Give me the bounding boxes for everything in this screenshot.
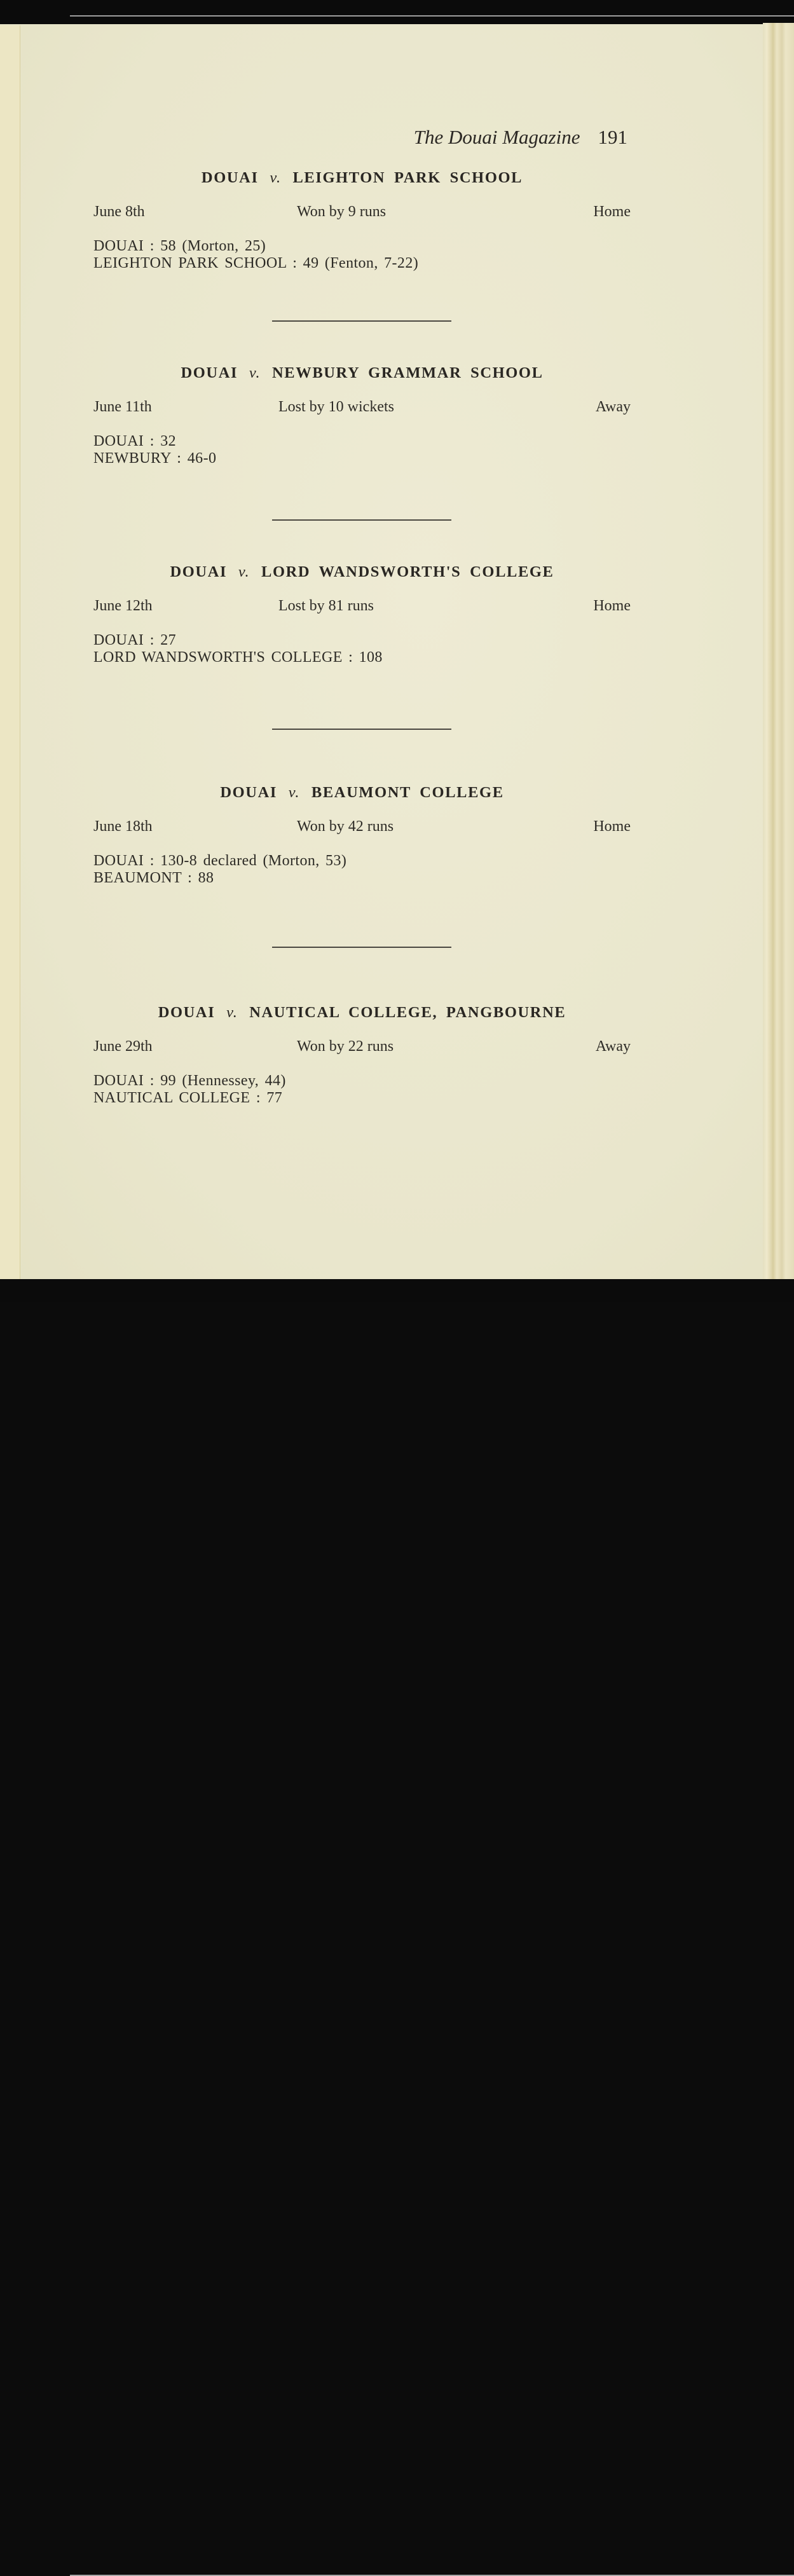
running-header	[414, 126, 627, 149]
match-venue: Home	[593, 598, 631, 614]
match-result: Lost by 81 runs	[278, 598, 374, 614]
versus: v.	[270, 169, 282, 186]
score-line: NEWBURY : 46-0	[93, 450, 217, 467]
match-info-row	[93, 818, 631, 837]
page-fore-edge	[763, 23, 794, 1280]
opponent: NAUTICAL COLLEGE, PANGBOURNE	[249, 1004, 566, 1021]
score-line: DOUAI : 27	[93, 632, 176, 648]
score-line: NAUTICAL COLLEGE : 77	[93, 1090, 283, 1106]
home-team: DOUAI	[220, 784, 278, 801]
match-title	[93, 364, 631, 382]
versus: v.	[226, 1004, 238, 1021]
match-title	[93, 1004, 631, 1022]
page-number: 191	[598, 126, 627, 148]
section-divider	[272, 320, 451, 322]
match-venue: Home	[593, 818, 631, 835]
match-result: Won by 9 runs	[297, 203, 387, 220]
binding-bottom	[0, 1279, 794, 1302]
home-team: DOUAI	[181, 364, 238, 381]
match-result: Won by 22 runs	[297, 1038, 394, 1055]
match-date: June 29th	[93, 1038, 153, 1055]
match-date: June 12th	[93, 598, 153, 614]
opponent: LEIGHTON PARK SCHOOL	[292, 169, 523, 186]
versus: v.	[288, 784, 301, 801]
match-info-row	[93, 203, 631, 223]
versus: v.	[238, 563, 250, 580]
match-info-row	[93, 399, 631, 418]
match-info-row	[93, 598, 631, 617]
match-title	[93, 563, 631, 581]
score-line: DOUAI : 99 (Hennessey, 44)	[93, 1072, 286, 1089]
opponent: BEAUMONT COLLEGE	[311, 784, 504, 801]
score-line: LEIGHTON PARK SCHOOL : 49 (Fenton, 7-22)	[93, 255, 419, 271]
versus: v.	[249, 364, 261, 381]
match-date: June 11th	[93, 399, 152, 415]
score-line: LORD WANDSWORTH'S COLLEGE : 108	[93, 649, 383, 666]
match-title	[93, 784, 631, 802]
magazine-title: The Douai Magazine	[413, 126, 580, 148]
section-divider	[272, 947, 451, 948]
score-line: DOUAI : 130-8 declared (Morton, 53)	[93, 853, 347, 869]
match-info-row	[93, 1038, 631, 1057]
score-line: DOUAI : 32	[93, 433, 176, 449]
section-divider	[272, 519, 451, 521]
page-gutter	[0, 25, 20, 1279]
match-result: Lost by 10 wickets	[278, 399, 394, 415]
home-team: DOUAI	[201, 169, 259, 186]
match-title	[93, 169, 631, 187]
section-divider	[272, 729, 451, 730]
match-date: June 18th	[93, 818, 153, 835]
opponent: LORD WANDSWORTH'S COLLEGE	[261, 563, 554, 580]
score-line: DOUAI : 58 (Morton, 25)	[93, 238, 266, 254]
binding-thread-top	[70, 15, 794, 17]
home-team: DOUAI	[170, 563, 228, 580]
match-result: Won by 42 runs	[297, 818, 394, 835]
home-team: DOUAI	[158, 1004, 216, 1021]
match-venue: Away	[595, 399, 631, 415]
match-date: June 8th	[93, 203, 145, 220]
match-venue: Home	[593, 203, 631, 220]
opponent: NEWBURY GRAMMAR SCHOOL	[271, 364, 544, 381]
score-line: BEAUMONT : 88	[93, 870, 214, 886]
binding-top	[0, 0, 794, 25]
match-venue: Away	[595, 1038, 631, 1055]
